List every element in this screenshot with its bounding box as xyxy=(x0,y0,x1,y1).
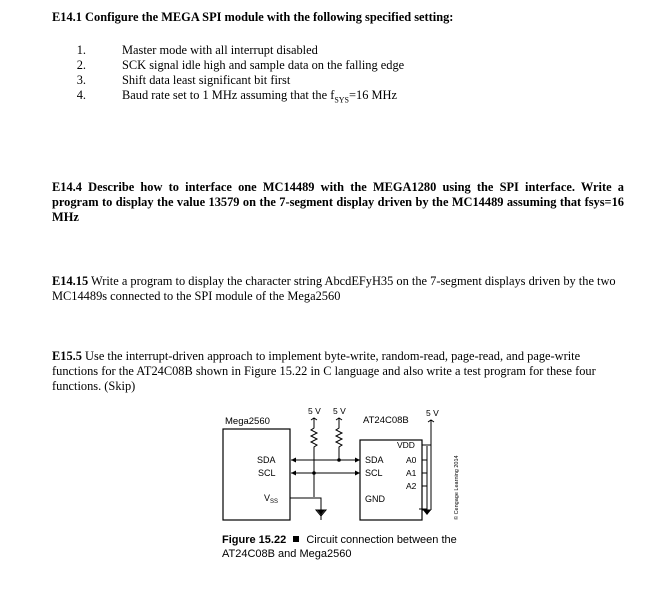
figure-caption-label: Figure 15.22 xyxy=(222,534,287,546)
mega-sda-label: SDA xyxy=(257,455,276,465)
list-number: 1. xyxy=(76,43,86,57)
copyright-credit: © Cengage Learning 2014 xyxy=(454,455,460,520)
list-text: Master mode with all interrupt disabled xyxy=(122,43,318,57)
e14-15-text: Write a program to display the character string AbcdEFyH35 on the 7-segment displays driven by the two MC14489s connected to the SPI module of the Mega2560 xyxy=(52,274,616,303)
e15-5-paragraph xyxy=(52,349,624,394)
e14-1-heading: E14.1 Configure the MEGA SPI module with the following specified setting: xyxy=(52,10,454,24)
figure-caption xyxy=(222,533,472,561)
e15-5-label: E15.5 xyxy=(52,349,82,363)
eeprom-scl-label: SCL xyxy=(365,468,383,478)
mega2560-chip xyxy=(223,429,290,520)
eeprom-a1-label: A1 xyxy=(406,468,417,478)
list-number: 2. xyxy=(76,58,86,72)
list-text: Shift data least significant bit first xyxy=(122,73,291,87)
eeprom-sda-label: SDA xyxy=(365,455,384,465)
e14-15-paragraph xyxy=(52,274,624,304)
at24c08b-label: AT24C08B xyxy=(363,415,409,426)
caption-bullet-icon xyxy=(293,536,299,542)
mega2560-label: Mega2560 xyxy=(225,416,270,427)
list-text-tail: =16 MHz xyxy=(349,88,397,102)
e14-15-label: E14.15 xyxy=(52,274,89,288)
circuit-diagram xyxy=(215,402,475,532)
mega-scl-label: SCL xyxy=(258,468,276,478)
pullup-voltage-1: 5 V xyxy=(308,406,321,416)
list-text xyxy=(122,88,397,104)
figure-caption-text: Circuit connection between the AT24C08B and Mega2560 xyxy=(222,534,457,560)
list-text-sub: SYS xyxy=(334,95,350,105)
vdd-voltage: 5 V xyxy=(426,408,439,418)
eeprom-vdd-label: VDD xyxy=(397,440,415,450)
pullup-resistors xyxy=(311,418,342,473)
mega-vss-label: $V_{SS}$ xyxy=(264,493,279,505)
pullup-voltage-2: 5 V xyxy=(333,406,346,416)
eeprom-gnd-label: GND xyxy=(365,494,385,504)
list-number: 4. xyxy=(76,88,86,102)
eeprom-a0-label: A0 xyxy=(406,455,417,465)
list-number: 3. xyxy=(76,73,86,87)
eeprom-a2-label: A2 xyxy=(406,481,417,491)
e15-5-text: Use the interrupt-driven approach to implement byte-write, random-read, page-read, and page-write functions for the AT24C08B shown in Figure 15.22 in C language and also write a test program for these four functions. (Skip) xyxy=(52,349,596,393)
e14-4-paragraph: E14.4 Describe how to interface one MC14489 with the MEGA1280 using the SPI interface. Write a program to display the value 13579 on the 7-segment display driven by the MC14489 assuming that fsys=16 MHz xyxy=(52,180,624,224)
at24c08b-chip xyxy=(360,440,422,520)
list-text-main: Baud rate set to 1 MHz assuming that the f xyxy=(122,88,335,102)
list-text: SCK signal idle high and sample data on the falling edge xyxy=(122,58,405,72)
